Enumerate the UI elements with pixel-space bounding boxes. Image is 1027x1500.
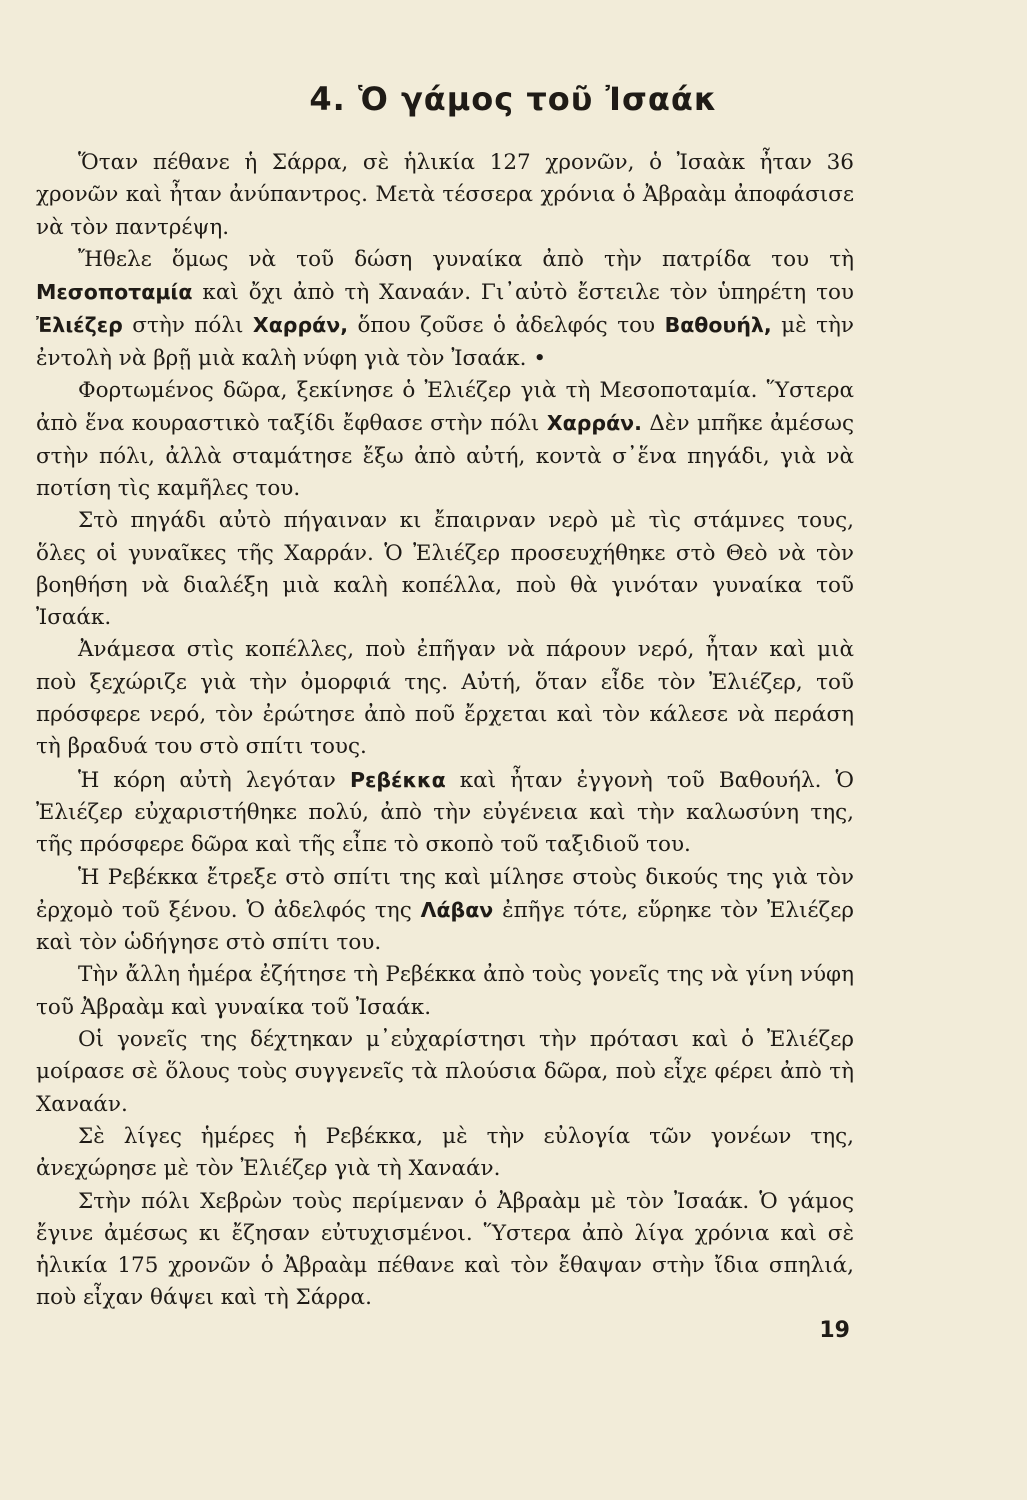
text-run: Ἡ Ρεβέκκα ἔτρεξε στὸ σπίτι της καὶ μίλησε στοὺς δικούς της γιὰ τὸν ἐρχομὸ τοῦ ξένου. Ὁ ἀδελφός της <box>36 864 854 923</box>
paragraph <box>36 147 854 244</box>
paragraph <box>36 764 854 862</box>
text-run: Στὴν πόλι Χεβρὼν τοὺς περίμεναν ὁ Ἀβραὰμ μὲ τὸν Ἰσαάκ. Ὁ γάμος ἔγινε ἀμέσως κι ἔζησαν εὐτυχισμένοι. Ὕστερα ἀπὸ λίγα χρόνια καὶ σὲ ἡλικία 175 χρονῶν ὁ Ἀβραὰμ πέθανε καὶ τὸν ἔθαψαν στὴν ἴδια σπηλιά, ποὺ εἶχαν θάψει καὶ τὴ Σάρρα. <box>36 1188 854 1311</box>
text-run: στὴν πόλι <box>122 313 253 339</box>
paragraph <box>36 862 854 960</box>
bold-term: Λάβαν <box>420 897 494 922</box>
bold-term: Μεσοποταμία <box>36 280 193 305</box>
text-run: Τὴν ἄλλη ἡμέρα ἐζήτησε τὴ Ρεβέκκα ἀπὸ τοὺς γονεῖς της νὰ γίνη νύφη τοῦ Ἀβραὰμ καὶ γυναίκα τοῦ Ἰσαάκ. <box>36 962 854 1020</box>
text-run: Ἡ κόρη αὐτὴ λεγόταν <box>78 767 350 793</box>
page-number: 19 <box>819 1318 850 1343</box>
bold-term: Βαθουήλ, <box>664 313 772 338</box>
bold-term: Ἐλιέζερ <box>36 313 123 338</box>
text-run: ἐπῆγε τότε, εὕρηκε τὸν Ἐλιέζερ καὶ τὸν ὡδήγησε στὸ σπίτι του. <box>36 897 854 956</box>
paragraph <box>36 244 854 375</box>
paragraph <box>36 375 854 505</box>
text-run: Ὅταν πέθανε ἡ Σάρρα, σὲ ἡλικία 127 χρονῶν, ὁ Ἰσαὰκ ἦταν 36 χρονῶν καὶ ἦταν ἀνύπαντρος. Μετὰ τέσσερα χρόνια ὁ Ἀβραὰμ ἀποφάσισε νὰ τὸν παντρέψη. <box>36 150 854 240</box>
text-run: καὶ ὄχι ἀπὸ τὴ Χαναάν. Γι᾿αὐτὸ ἔστειλε τὸν ὑπηρέτη του <box>192 280 854 306</box>
text-run: Δὲν μπῆκε ἀμέσως στὴν πόλι, ἀλλὰ σταμάτησε ἔξω ἀπὸ αὐτή, κοντὰ σ᾿ἕνα πηγάδι, γιὰ νὰ ποτίση τὶς καμῆλες του. <box>36 411 854 501</box>
paragraph <box>36 1186 854 1315</box>
paragraph <box>36 1024 854 1121</box>
text-run: μὲ τὴν ἐντολὴ νὰ βρῇ μιὰ καλὴ νύφη γιὰ τὸν Ἰσαάκ. • <box>36 313 854 371</box>
paragraph <box>36 505 854 634</box>
chapter-title: 4. Ὁ γάμος τοῦ Ἰσαάκ <box>309 80 718 118</box>
text-run: Σὲ λίγες ἡμέρες ἡ Ρεβέκκα, μὲ τὴν εὐλογία τῶν γονέων της, ἀνεχώρησε μὲ τὸν Ἐλιέζερ γιὰ τὴ Χαναάν. <box>36 1123 854 1182</box>
paragraph <box>36 634 854 763</box>
bold-term: Χαρράν. <box>546 411 642 436</box>
text-run: Οἱ γονεῖς της δέχτηκαν μ᾿εὐχαρίστησι τὴν πρότασι καὶ ὁ Ἐλιέζερ μοίρασε σὲ ὅλους τοὺς συγγενεῖς τὰ πλούσια δῶρα, ποὺ εἶχε φέρει ἀπὸ τὴ Χαναάν. <box>36 1027 854 1117</box>
bold-term: Χαρράν, <box>252 313 348 338</box>
text-run: Στὸ πηγάδι αὐτὸ πήγαιναν κι ἔπαιρναν νερὸ μὲ τὶς στάμνες τους, ὅλες οἱ γυναῖκες τῆς Χαρράν. Ὁ Ἐλιέζερ προσευχήθηκε στὸ Θεὸ νὰ τὸν βοηθήση νὰ διαλέξη μιὰ καλὴ κοπέλλα, ποὺ θὰ γινόταν γυναίκα τοῦ Ἰσαάκ. <box>36 508 854 631</box>
paragraph <box>36 1121 854 1186</box>
text-run: καὶ ἦταν ἐγγονὴ τοῦ Βαθουήλ. Ὁ Ἐλιέζερ εὐχαριστήθηκε πολύ, ἀπὸ τὴν εὐγένεια καὶ τὴν καλωσύνη της, τῆς πρόσφερε δῶρα καὶ τῆς εἶπε τὸ σκοπὸ τοῦ ταξιδιοῦ του. <box>36 767 854 858</box>
text-run: ὅπου ζοῦσε ὁ ἀδελφός του <box>347 313 665 339</box>
text-run: Ἤθελε ὅμως νὰ τοῦ δώση γυναίκα ἀπὸ τὴν πατρίδα του τὴ <box>78 246 854 272</box>
paragraph <box>36 959 854 1024</box>
chapter-body <box>36 147 854 1315</box>
bold-term: Ρεβέκκα <box>349 767 446 792</box>
text-run: Φορτωμένος δῶρα, ξεκίνησε ὁ Ἐλιέζερ γιὰ τὴ Μεσοποταμία. Ὕστερα ἀπὸ ἕνα κουραστικὸ ταξίδι ἔφθασε στὴν πόλι <box>36 378 854 437</box>
text-run: Ἀνάμεσα στὶς κοπέλλες, ποὺ ἐπῆγαν νὰ πάρουν νερό, ἦταν καὶ μιὰ ποὺ ξεχώριζε γιὰ τὴν ὀμορφιά της. Αὐτή, ὅταν εἶδε τὸν Ἐλιέζερ, τοῦ πρόσφερε νερό, τὸν ἐρώτησε ἀπὸ ποῦ ἔρχεται καὶ τὸν κάλεσε νὰ περάση τὴ βραδυά του στὸ σπίτι τους. <box>36 637 854 760</box>
